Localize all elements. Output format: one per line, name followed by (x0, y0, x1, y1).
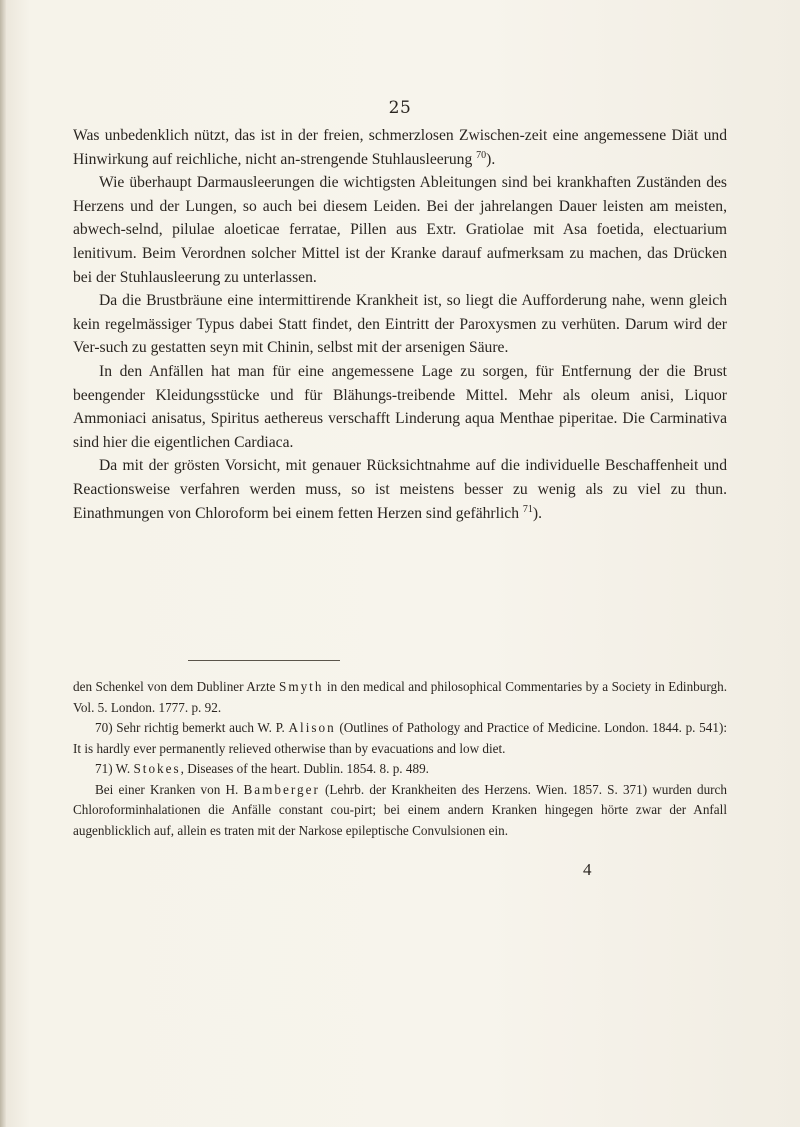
paragraph-1-end: ). (486, 150, 496, 168)
paragraph-5-end: ). (532, 504, 543, 522)
paragraph-3: Da die Brustbräune eine intermittirende Krankheit ist, so liegt die Aufforderung nahe, wenn gleich kein regelmässiger Typus dabei Statt findet, den Eintritt der Paroxysmen zu verhüten. Darum wird der Ver-such zu gestatten seyn mit Chinin, selbst mit der arsenigen Säure. (73, 292, 727, 357)
footnote-ref-71: 71 (522, 503, 533, 515)
page-number: 25 (388, 98, 412, 118)
footnote-text: Bei einer Kranken von H. (95, 781, 239, 797)
footnote-text: in den medical and philosophical Commentaries by a Society in Edinburgh. Vol. 5. London. 1777. p. 92. (73, 679, 728, 715)
paragraph-2: Wie überhaupt Darmausleerungen die wichtigsten Ableitungen sind bei krankhaften Zuständen des Herzens und der Lungen, so auch bei diesem Leiden. Bei der jahrelangen Dauer leisten am meisten, abwech-selnd, pilulae aloeticae ferratae, Pillen aus Extr. Gratiolae mit Asa foetida, electuarium lenitivum. Beim Verordnen solcher Mittel ist der Kranke darauf aufmerksam zu machen, das Drücken bei der Stuhlausleerung zu unterlassen. (73, 174, 727, 286)
footnote-text: 71) W. (95, 761, 131, 776)
page-binding-edge (0, 0, 6, 1127)
paragraph-5-text: Da mit der grösten Vorsicht, mit genauer Rücksichtnahme auf die individuelle Beschaffenheit und Reactionsweise verfahren werden muss, so ist meistens besser zu wenig als zu viel zu thun. Einathmungen von Chloroform bei einem fetten Herzen sind gefährlich (73, 457, 727, 522)
footnote-text: , Diseases of the heart. Dublin. 1854. 8. p. 489. (180, 761, 429, 776)
author-name: Smyth (279, 679, 324, 694)
signature-mark: 4 (583, 860, 592, 879)
footnote-text: (Lehrb. der Krankheiten des Herzens. Wien. 1857. S. 371) wurden durch Chloroforminhalationen die Anfälle constant cou-pirt; bei einem andern Kranken hingegen hörte zwar der Anfall augenblicklich auf, allein es traten mit der Narkose epileptische Convulsionen ein. (73, 781, 728, 838)
footnote-continued (73, 677, 727, 718)
paragraph-1 (73, 124, 727, 171)
author-name: Bamberger (243, 781, 320, 797)
paragraph-5 (73, 454, 727, 525)
paragraph-4: In den Anfällen hat man für eine angemessene Lage zu sorgen, für Entfernung der die Brust beengender Kleidungsstücke und für Blähungs-treibende Mittel. Mehr als oleum anisi, Liquor Ammoniaci anisatus, Spiritus aethereus verschafft Linderung aqua Menthae piperitae. Die Carminativa sind hier die eigentlichen Cardiaca. (73, 362, 727, 451)
footnote-ref-70: 70 (476, 149, 487, 161)
footnote-divider (188, 660, 340, 661)
footnote-71 (73, 759, 727, 780)
paragraph-1-text: Was unbedenklich nützt, das ist in der freien, schmerzlosen Zwischen-zeit eine angemessene Diät und Hinwirkung auf reichliche, nicht an-strengende Stuhlausleerung (73, 127, 727, 168)
author-name: Stokes (133, 761, 181, 776)
footnote-text: 70) Sehr richtig bemerkt auch W. P. (95, 720, 285, 735)
footnote-text: (Outlines of Pathology and Practice of Medicine. London. 1844. p. 541): It is hardly ever permanently relieved otherwise than by evacuations and low diet. (73, 720, 727, 756)
author-name: Alison (288, 720, 336, 735)
footnote-text: den Schenkel von dem Dubliner Arzte (73, 679, 276, 694)
footnote-70 (73, 718, 727, 759)
main-text (73, 124, 727, 525)
footnote-71-continued (73, 780, 727, 842)
footnotes (73, 677, 727, 841)
